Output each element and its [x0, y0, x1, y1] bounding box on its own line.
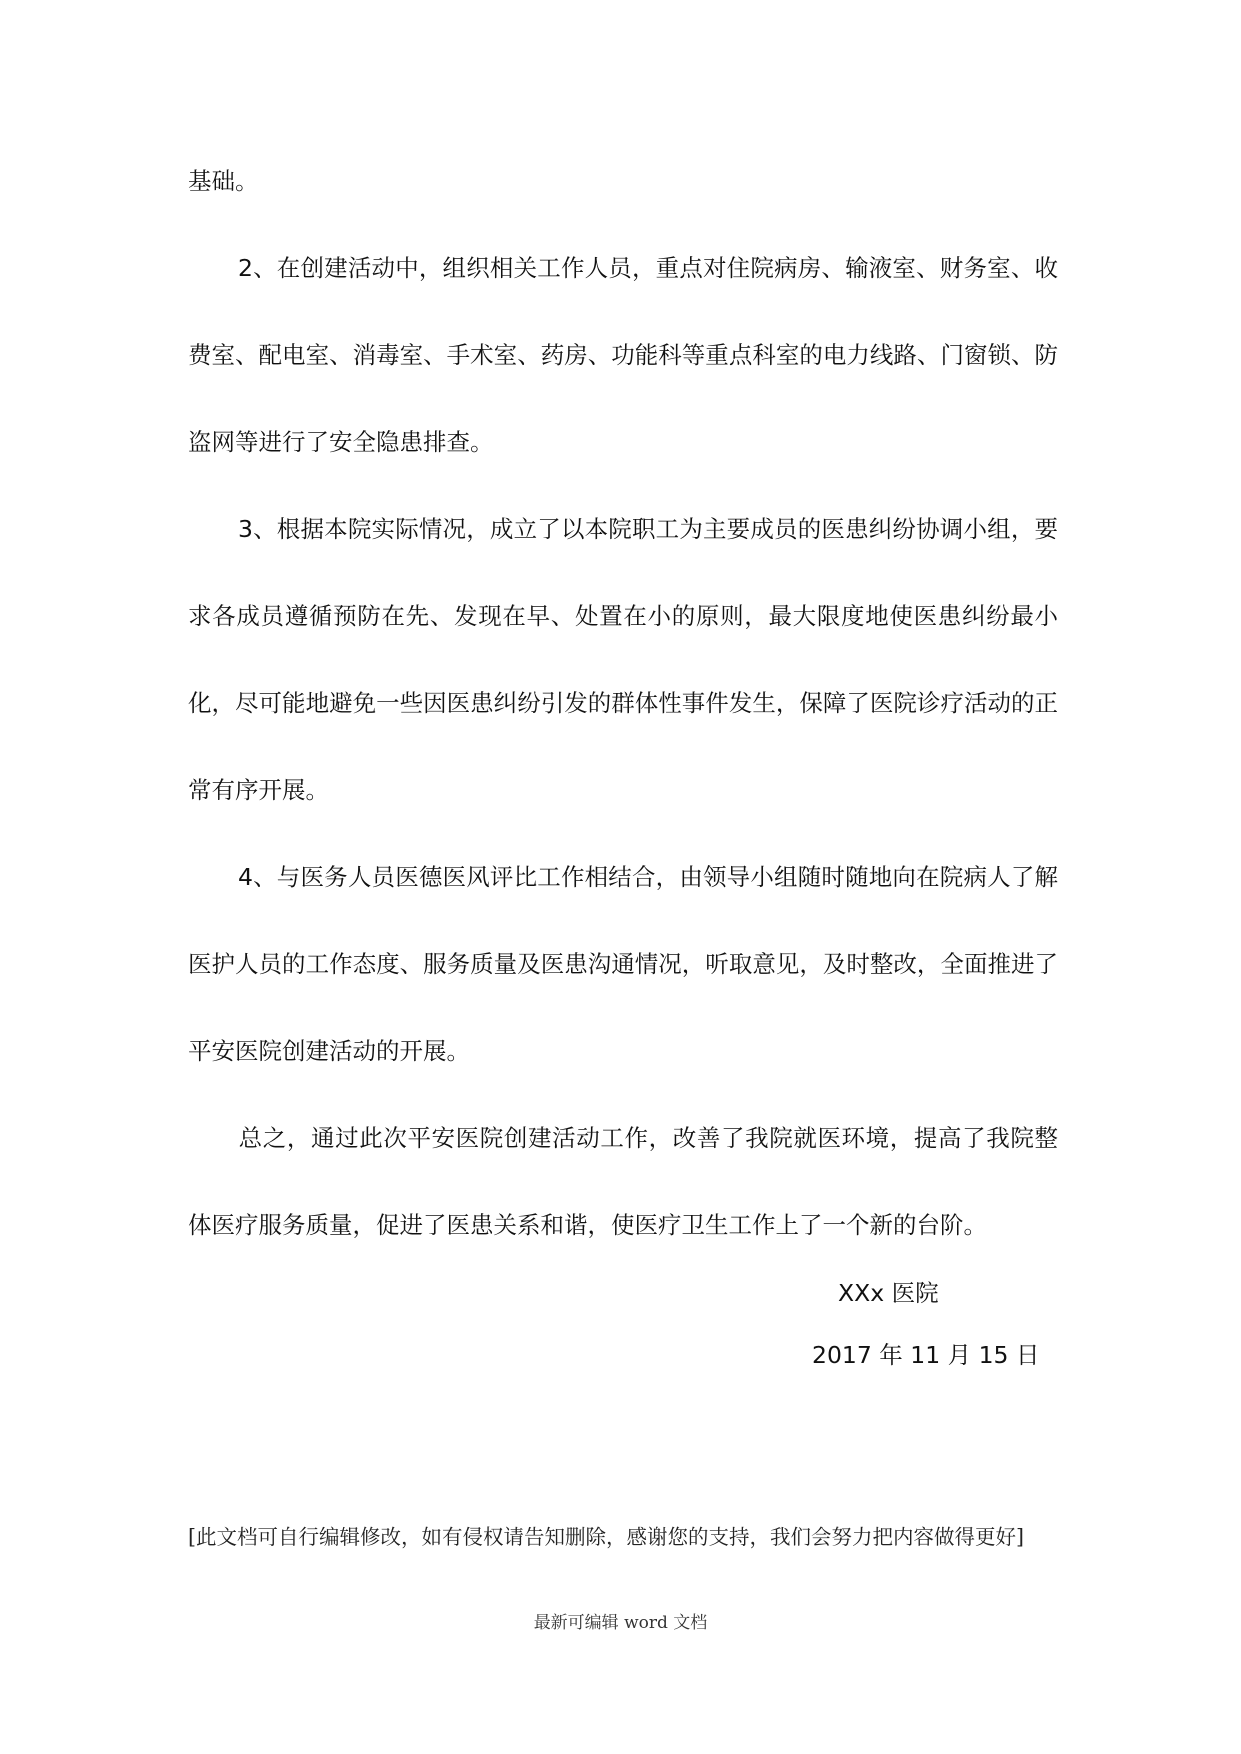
document-body — [188, 138, 1058, 1269]
signature-date: 2017 年 11 月 15 日 — [812, 1341, 1040, 1369]
paragraph-summary: 总之，通过此次平安医院创建活动工作，改善了我院就医环境，提高了我院整体医疗服务质量，促进了医患关系和谐，使医疗卫生工作上了一个新的台阶。 — [188, 1124, 1058, 1239]
edit-notice: [此文档可自行编辑修改，如有侵权请告知删除，感谢您的支持，我们会努力把内容做得更好] — [188, 1525, 1024, 1549]
signature-organization: XXx 医院 — [838, 1279, 939, 1307]
paragraph-item-4: 4、与医务人员医德医风评比工作相结合，由领导小组随时随地向在院病人了解医护人员的工作态度、服务质量及医患沟通情况，听取意见，及时整改，全面推进了平安医院创建活动的开展。 — [188, 863, 1058, 1065]
paragraph-continuation: 基础。 — [188, 167, 259, 195]
paragraph-item-3: 3、根据本院实际情况，成立了以本院职工为主要成员的医患纠纷协调小组，要求各成员遵循预防在先、发现在早、处置在小的原则，最大限度地使医患纠纷最小化，尽可能地避免一些因医患纠纷引发的群体性事件发生，保障了医院诊疗活动的正常有序开展。 — [188, 515, 1058, 804]
page-footer: 最新可编辑 word 文档 — [533, 1613, 708, 1633]
paragraph-item-2: 2、在创建活动中，组织相关工作人员，重点对住院病房、输液室、财务室、收费室、配电室、消毒室、手术室、药房、功能科等重点科室的电力线路、门窗锁、防盗网等进行了安全隐患排查。 — [188, 254, 1058, 456]
